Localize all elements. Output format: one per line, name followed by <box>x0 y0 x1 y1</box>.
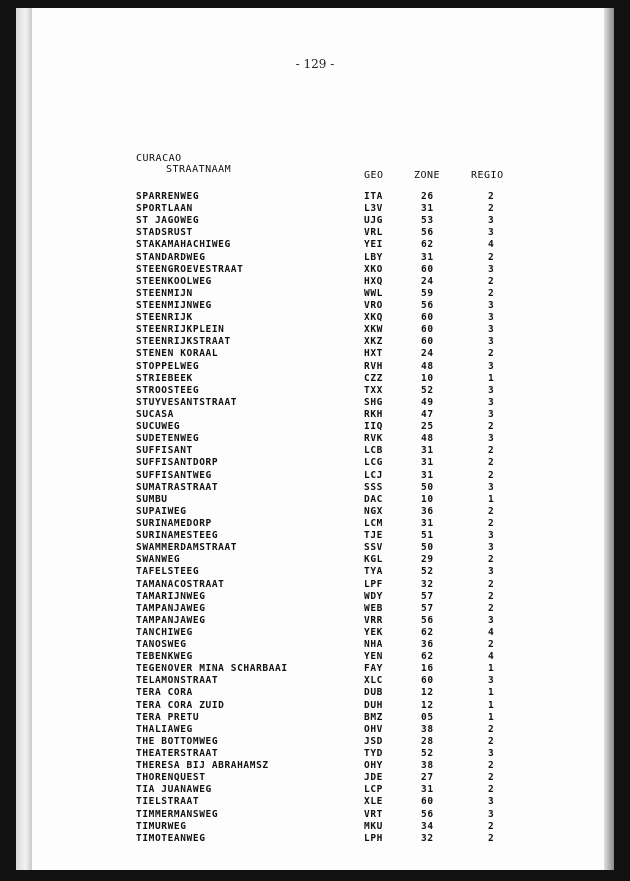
geo-code: NGX <box>364 505 383 517</box>
page-edge-right <box>604 8 614 870</box>
regio-number: 2 <box>488 251 495 263</box>
zone-number: 60 <box>421 312 434 324</box>
geo-code: HXQ <box>364 275 383 287</box>
regio-number: 3 <box>488 748 495 760</box>
column-header-geo: GEO <box>364 170 384 181</box>
regio-number: 2 <box>488 505 495 517</box>
street-name: SUCASA <box>136 408 174 420</box>
geo-code: UJG <box>364 215 383 227</box>
regio-number: 2 <box>488 723 495 735</box>
street-name: SUFFISANTDORP <box>136 457 219 469</box>
geo-code: YEN <box>364 651 383 663</box>
regio-number: 3 <box>488 215 495 227</box>
street-name: STANDARDWEG <box>136 251 206 263</box>
column-header-regio: REGIO <box>471 170 504 181</box>
street-name: TEGENOVER MINA SCHARBAAI <box>136 663 288 675</box>
zone-number: 27 <box>421 772 434 784</box>
street-name: SUPAIWEG <box>136 505 187 517</box>
geo-code: VRT <box>364 808 383 820</box>
regio-number: 2 <box>488 578 495 590</box>
regio-number: 2 <box>488 760 495 772</box>
geo-code: VRL <box>364 227 383 239</box>
zone-number: 47 <box>421 408 434 420</box>
zone-number: 32 <box>421 832 434 844</box>
street-name: THERESA BIJ ABRAHAMSZ <box>136 760 269 772</box>
zone-number: 49 <box>421 396 434 408</box>
street-name: SUFFISANT <box>136 445 193 457</box>
street-name: TELAMONSTRAAT <box>136 675 219 687</box>
zone-number: 56 <box>421 614 434 626</box>
regio-number: 2 <box>488 469 495 481</box>
street-name: STEENMIJNWEG <box>136 299 212 311</box>
geo-code: SHG <box>364 396 383 408</box>
regio-number: 4 <box>488 626 495 638</box>
regio-number: 2 <box>488 639 495 651</box>
geo-code: LCJ <box>364 469 383 481</box>
street-name: STOPPELWEG <box>136 360 200 372</box>
zone-number: 31 <box>421 203 434 215</box>
zone-number: 16 <box>421 663 434 675</box>
regio-number: 1 <box>488 711 495 723</box>
regio-number: 1 <box>488 699 495 711</box>
geo-code: FAY <box>364 663 383 675</box>
page-number: - 129 - <box>295 57 335 71</box>
street-name: TIMURWEG <box>136 820 187 832</box>
zone-number: 52 <box>421 566 434 578</box>
zone-number: 50 <box>421 542 434 554</box>
street-name: SURINAMESTEEG <box>136 530 219 542</box>
zone-number: 38 <box>421 723 434 735</box>
geo-code: XKQ <box>364 312 383 324</box>
geo-code: OHY <box>364 760 383 772</box>
street-name: STAKAMAHACHIWEG <box>136 239 231 251</box>
geo-code: CZZ <box>364 372 383 384</box>
regio-number: 2 <box>488 820 495 832</box>
geo-code: XKZ <box>364 336 383 348</box>
zone-number: 31 <box>421 784 434 796</box>
street-name: STEENRIJKSTRAAT <box>136 336 231 348</box>
street-name: STRIEBEEK <box>136 372 193 384</box>
geo-code: SSS <box>364 481 383 493</box>
geo-code: LPF <box>364 578 383 590</box>
street-name: TERA PRETU <box>136 711 200 723</box>
zone-number: 31 <box>421 457 434 469</box>
regio-number: 2 <box>488 348 495 360</box>
zone-number: 31 <box>421 445 434 457</box>
zone-number: 10 <box>421 493 434 505</box>
geo-code: DUB <box>364 687 383 699</box>
regio-number: 3 <box>488 312 495 324</box>
regio-number: 2 <box>488 590 495 602</box>
street-name: TIMOTEANWEG <box>136 832 206 844</box>
zone-number: 36 <box>421 639 434 651</box>
street-name: STEENKOOLWEG <box>136 275 212 287</box>
zone-number: 48 <box>421 433 434 445</box>
geo-code: SSV <box>364 542 383 554</box>
geo-code: XKO <box>364 263 383 275</box>
zone-number: 56 <box>421 808 434 820</box>
region-heading: CURACAO <box>136 153 182 164</box>
geo-code: ITA <box>364 191 383 202</box>
zone-number: 60 <box>421 796 434 808</box>
geo-code: XLC <box>364 675 383 687</box>
street-name: STROOSTEEG <box>136 384 200 396</box>
street-name: SUMATRASTRAAT <box>136 481 219 493</box>
geo-code: KGL <box>364 554 383 566</box>
regio-number: 3 <box>488 808 495 820</box>
geo-code: DAC <box>364 493 383 505</box>
street-name: SURINAMEDORP <box>136 517 212 529</box>
regio-number: 2 <box>488 784 495 796</box>
zone-number: 25 <box>421 421 434 433</box>
street-name: SWAMMERDAMSTRAAT <box>136 542 238 554</box>
regio-number: 2 <box>488 275 495 287</box>
street-name: SWANWEG <box>136 554 181 566</box>
regio-number: 3 <box>488 542 495 554</box>
geo-code: IIQ <box>364 421 383 433</box>
regio-number: 3 <box>488 336 495 348</box>
regio-number: 2 <box>488 203 495 215</box>
zone-number: 62 <box>421 626 434 638</box>
zone-number: 52 <box>421 748 434 760</box>
zone-number: 24 <box>421 275 434 287</box>
regio-number: 2 <box>488 191 495 202</box>
street-name: SUCUWEG <box>136 421 181 433</box>
street-name: STUYVESANTSTRAAT <box>136 396 238 408</box>
zone-number: 38 <box>421 760 434 772</box>
street-name: TAMANACOSTRAAT <box>136 578 225 590</box>
geo-code: TYA <box>364 566 383 578</box>
zone-number: 52 <box>421 384 434 396</box>
zone-number: 12 <box>421 699 434 711</box>
regio-number: 3 <box>488 481 495 493</box>
geo-code: XLE <box>364 796 383 808</box>
zone-number: 59 <box>421 287 434 299</box>
geo-code: JDE <box>364 772 383 784</box>
street-name: TERA CORA <box>136 687 193 699</box>
geo-code: BMZ <box>364 711 383 723</box>
street-name: TAMPANJAWEG <box>136 614 206 626</box>
regio-number: 2 <box>488 287 495 299</box>
geo-code: RVK <box>364 433 383 445</box>
zone-number: 62 <box>421 239 434 251</box>
street-name: SUFFISANTWEG <box>136 469 212 481</box>
zone-number: 28 <box>421 735 434 747</box>
geo-code: DUH <box>364 699 383 711</box>
zone-number: 53 <box>421 215 434 227</box>
regio-number: 3 <box>488 530 495 542</box>
regio-number: 3 <box>488 433 495 445</box>
geo-code: L3V <box>364 203 383 215</box>
street-name: TIA JUANAWEG <box>136 784 212 796</box>
regio-number: 3 <box>488 614 495 626</box>
geo-code: NHA <box>364 639 383 651</box>
street-name: TANOSWEG <box>136 639 187 651</box>
street-name: TIMMERMANSWEG <box>136 808 219 820</box>
zone-number: 05 <box>421 711 434 723</box>
street-name: TAFELSTEEG <box>136 566 200 578</box>
street-name: SPARRENWEG <box>136 191 200 202</box>
street-name: TANCHIWEG <box>136 626 193 638</box>
street-name: SPORTLAAN <box>136 203 193 215</box>
zone-number: 10 <box>421 372 434 384</box>
regio-number: 3 <box>488 227 495 239</box>
street-name: STEENMIJN <box>136 287 193 299</box>
zone-number: 60 <box>421 336 434 348</box>
zone-number: 48 <box>421 360 434 372</box>
geo-code: MKU <box>364 820 383 832</box>
regio-number: 1 <box>488 687 495 699</box>
regio-number: 3 <box>488 299 495 311</box>
street-name: THE BOTTOMWEG <box>136 735 219 747</box>
zone-number: 57 <box>421 590 434 602</box>
geo-code: LCG <box>364 457 383 469</box>
regio-number: 1 <box>488 663 495 675</box>
zone-number: 50 <box>421 481 434 493</box>
geo-code: TXX <box>364 384 383 396</box>
geo-code: WWL <box>364 287 383 299</box>
regio-number: 3 <box>488 384 495 396</box>
geo-code: YEK <box>364 626 383 638</box>
regio-number: 2 <box>488 554 495 566</box>
zone-number: 24 <box>421 348 434 360</box>
zone-number: 31 <box>421 251 434 263</box>
regio-number: 1 <box>488 372 495 384</box>
geo-code: YEI <box>364 239 383 251</box>
zone-number: 60 <box>421 675 434 687</box>
regio-number: 2 <box>488 421 495 433</box>
geo-code: LBY <box>364 251 383 263</box>
street-name: THORENQUEST <box>136 772 206 784</box>
zone-number: 56 <box>421 227 434 239</box>
street-name: TAMPANJAWEG <box>136 602 206 614</box>
zone-number: 60 <box>421 263 434 275</box>
geo-code: HXT <box>364 348 383 360</box>
regio-number: 3 <box>488 566 495 578</box>
street-name: STADSRUST <box>136 227 193 239</box>
geo-code: WEB <box>364 602 383 614</box>
geo-code: RVH <box>364 360 383 372</box>
geo-code: OHV <box>364 723 383 735</box>
street-name: TIELSTRAAT <box>136 796 200 808</box>
regio-number: 3 <box>488 796 495 808</box>
geo-code: VRR <box>364 614 383 626</box>
street-name: STEENRIJK <box>136 312 193 324</box>
zone-number: 31 <box>421 517 434 529</box>
zone-number: 62 <box>421 651 434 663</box>
regio-number: 3 <box>488 396 495 408</box>
street-name: SUDETENWEG <box>136 433 200 445</box>
regio-number: 4 <box>488 239 495 251</box>
zone-number: 12 <box>421 687 434 699</box>
zone-number: 51 <box>421 530 434 542</box>
geo-code: WDY <box>364 590 383 602</box>
street-name: ST JAGOWEG <box>136 215 200 227</box>
regio-number: 3 <box>488 675 495 687</box>
street-name: TERA CORA ZUID <box>136 699 225 711</box>
geo-code: JSD <box>364 735 383 747</box>
street-name: TAMARIJNWEG <box>136 590 206 602</box>
street-name: THEATERSTRAAT <box>136 748 219 760</box>
regio-number: 2 <box>488 832 495 844</box>
regio-number: 2 <box>488 457 495 469</box>
geo-code: LCB <box>364 445 383 457</box>
street-name: STENEN KORAAL <box>136 348 219 360</box>
column-header-street: STRAATNAAM <box>166 164 232 175</box>
zone-number: 32 <box>421 578 434 590</box>
zone-number: 57 <box>421 602 434 614</box>
geo-code: TYD <box>364 748 383 760</box>
street-name: STEENGROEVESTRAAT <box>136 263 244 275</box>
zone-number: 31 <box>421 469 434 481</box>
zone-number: 36 <box>421 505 434 517</box>
regio-number: 3 <box>488 408 495 420</box>
street-name: TEBENKWEG <box>136 651 193 663</box>
geo-code: LCM <box>364 517 383 529</box>
document-page <box>16 8 614 870</box>
geo-code: VRO <box>364 299 383 311</box>
regio-number: 3 <box>488 263 495 275</box>
regio-number: 3 <box>488 360 495 372</box>
street-name: STEENRIJKPLEIN <box>136 324 225 336</box>
column-header-zone: ZONE <box>414 170 441 181</box>
street-name: SUMBU <box>136 493 168 505</box>
geo-code: XKW <box>364 324 383 336</box>
geo-code: LCP <box>364 784 383 796</box>
regio-number: 2 <box>488 772 495 784</box>
zone-number: 56 <box>421 299 434 311</box>
street-name: THALIAWEG <box>136 723 193 735</box>
zone-number: 29 <box>421 554 434 566</box>
regio-number: 2 <box>488 445 495 457</box>
regio-number: 3 <box>488 324 495 336</box>
regio-number: 4 <box>488 651 495 663</box>
geo-code: TJE <box>364 530 383 542</box>
zone-number: 34 <box>421 820 434 832</box>
zone-number: 60 <box>421 324 434 336</box>
zone-number: 26 <box>421 191 434 202</box>
regio-number: 1 <box>488 493 495 505</box>
regio-number: 2 <box>488 602 495 614</box>
geo-code: RKH <box>364 408 383 420</box>
page-gutter-left <box>16 8 32 870</box>
regio-number: 2 <box>488 517 495 529</box>
geo-code: LPH <box>364 832 383 844</box>
regio-number: 2 <box>488 735 495 747</box>
